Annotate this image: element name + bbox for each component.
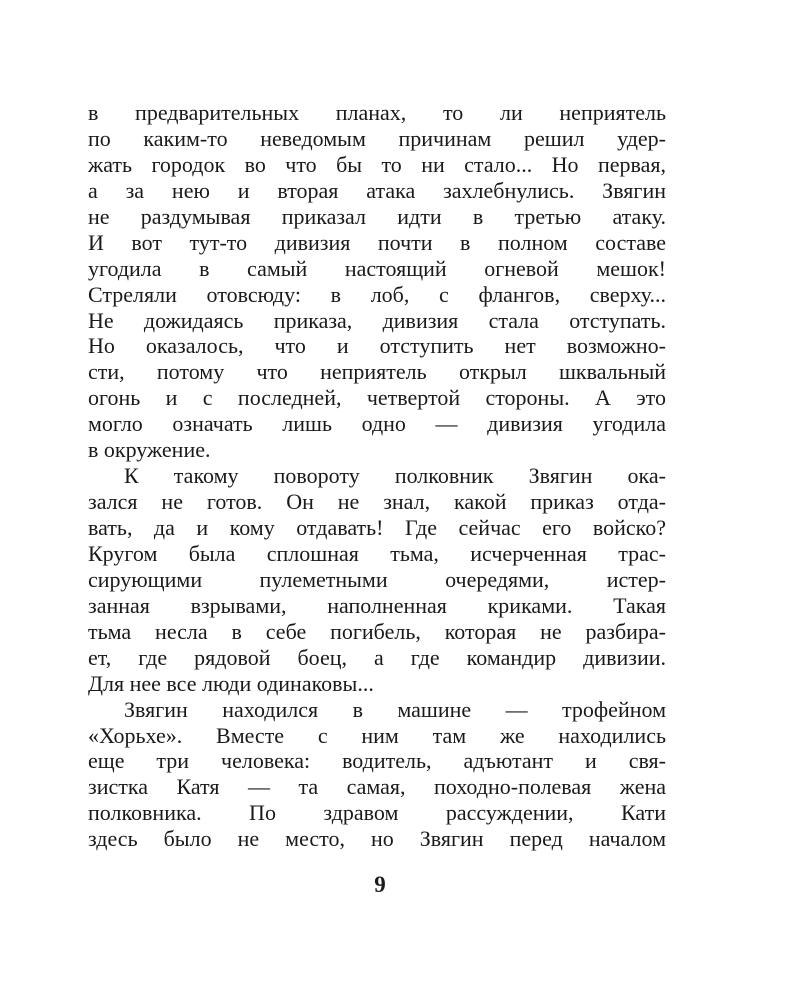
text-line: угодила в самый настоящий огневой мешок! [88, 255, 666, 281]
text-line: по каким-то неведомым причинам решил удер- [88, 125, 666, 151]
text-line: в окружение. [88, 437, 211, 463]
text-line: зистка Катя — та самая, походно-полевая жена [88, 774, 666, 800]
text-line: Стреляли отовсюду: в лоб, с флангов, сверху... [88, 281, 666, 307]
text-line: сти, потому что неприятель открыл шквальный [88, 359, 666, 385]
text-line: сирующими пулеметными очередями, истер- [88, 566, 666, 592]
text-line: тьма несла в себе погибель, которая не разбира- [88, 618, 666, 644]
text-line: жать городок во что бы то ни стало... Но первая, [88, 151, 666, 177]
text-line: зался не готов. Он не знал, какой приказ отда- [88, 489, 666, 515]
text-line: Кругом была сплошная тьма, исчерченная трас- [88, 540, 666, 566]
text-line: ет, где рядовой боец, а где командир дивизии. [88, 644, 666, 670]
text-line: а за нею и вторая атака захлебнулись. Звягин [88, 177, 666, 203]
text-line: Но оказалось, что и отступить нет возможно- [88, 333, 666, 359]
text-line: Для нее все люди одинаковы... [88, 670, 374, 696]
text-line: Звягин находился в машине — трофейном [124, 696, 666, 722]
text-line: «Хорьхе». Вместе с ним там же находились [88, 722, 666, 748]
text-line: К такому повороту полковник Звягин ока- [124, 463, 666, 489]
text-line: огонь и с последней, четвертой стороны. А это [88, 385, 666, 411]
text-line: могло означать лишь одно — дивизия угодила [88, 411, 666, 437]
text-line: еще три человека: водитель, адъютант и свя- [88, 748, 666, 774]
text-line: в предварительных планах, то ли неприятель [88, 100, 666, 125]
page-number: 9 [374, 872, 386, 897]
text-line: вать, да и кому отдавать! Где сейчас его войско? [88, 515, 666, 540]
text-line: И вот тут-то дивизия почти в полном составе [88, 229, 666, 255]
text-line: полковника. По здравом рассуждении, Кати [88, 800, 666, 826]
body-text [88, 100, 666, 852]
text-line: здесь было не место, но Звягин перед началом [88, 826, 666, 852]
text-line: занная взрывами, наполненная криками. Такая [88, 592, 666, 618]
text-line: Не дожидаясь приказа, дивизия стала отступать. [88, 307, 666, 333]
text-line: не раздумывая приказал идти в третью атаку. [88, 203, 666, 229]
